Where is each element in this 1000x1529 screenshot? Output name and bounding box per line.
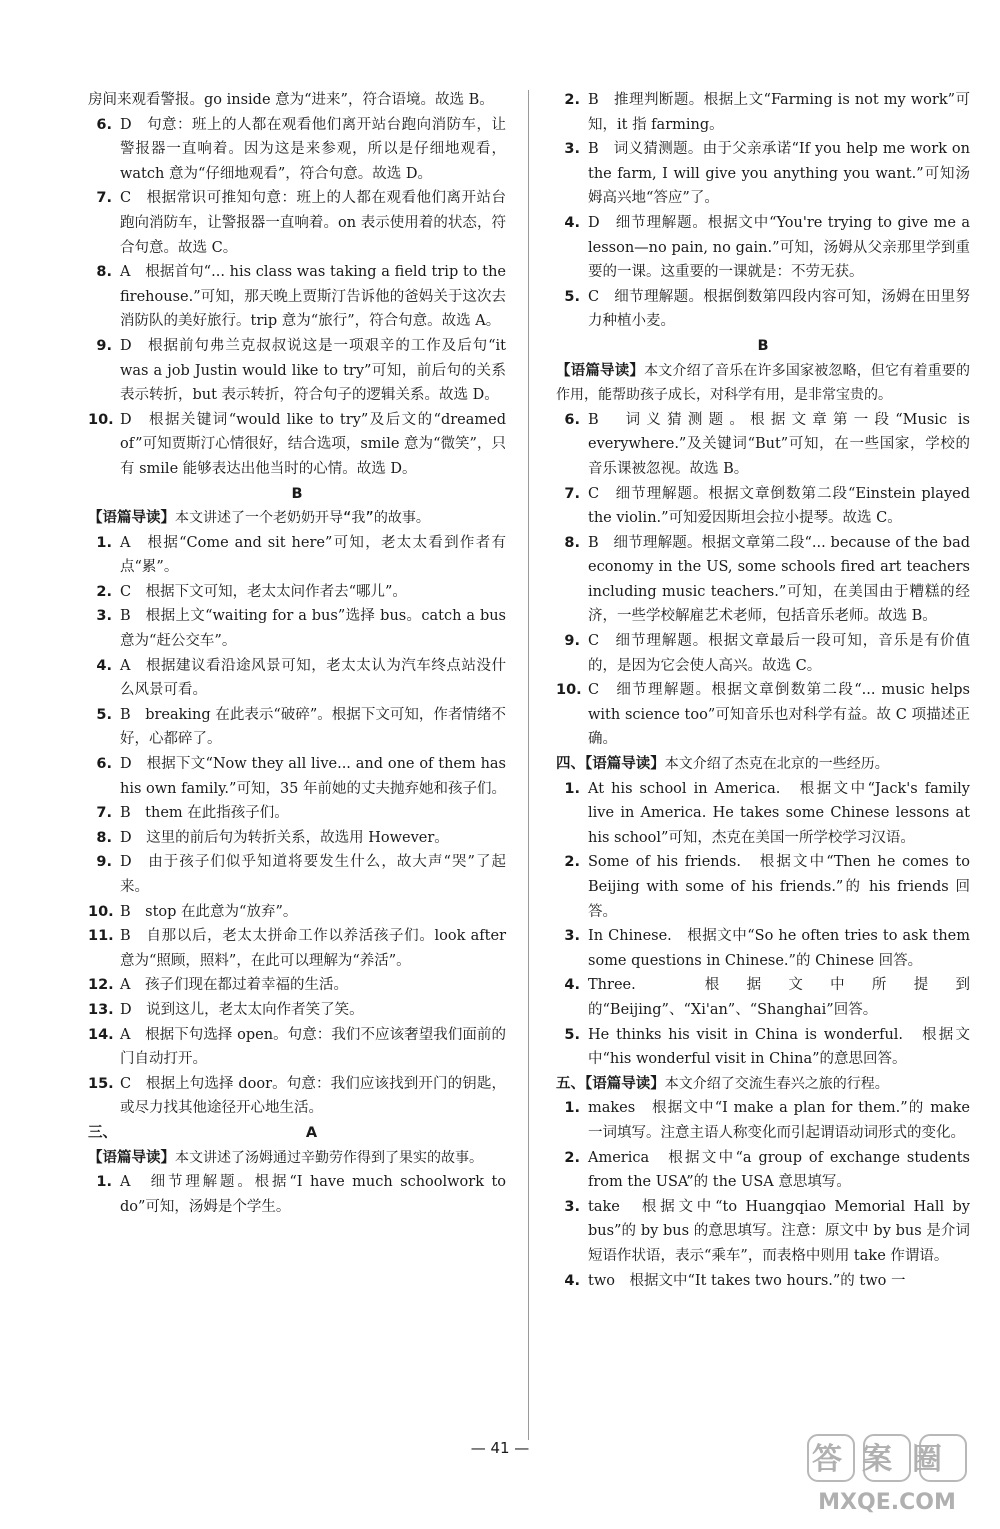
item-explanation: D 由于孩子们似乎知道将要发生什么，故大声“哭”了起来。 xyxy=(120,854,506,895)
item-explanation: He thinks his visit in China is wonderful. 根据文中“his wonderful visit in China”的意思回答。 xyxy=(588,1026,970,1068)
passage-heading: B xyxy=(757,337,769,354)
item-explanation: two 根据文中“It takes two hours.”的 two 一 xyxy=(588,1272,906,1289)
passage-guide xyxy=(556,359,970,408)
item-number: 5. xyxy=(96,706,112,723)
left-column xyxy=(88,88,506,1219)
item-number: 4. xyxy=(96,657,112,674)
item-number: 10. xyxy=(88,903,114,920)
item-explanation: D 句意：班上的人都在观看他们离开站台跑向消防车，让警报器一直响着。因为这是来参观，所以是仔细地观看，watch 意为“仔细地观看”，符合句意。故选 D。 xyxy=(120,116,506,182)
answer-item xyxy=(556,629,970,678)
item-explanation: A 根据“Come and sit here”可知，老太太看到作者有点“累”。 xyxy=(120,534,506,576)
item-number: 14. xyxy=(88,1026,114,1043)
item-number: 5. xyxy=(564,288,580,305)
watermark-logo-text: 答案圈 xyxy=(812,1442,962,1477)
answer-item xyxy=(88,801,506,826)
passage-guide xyxy=(88,506,506,531)
watermark-url-text: MXQE.COM xyxy=(818,1490,956,1515)
item-explanation: take 根据文中“to Huangqiao Memorial Hall by bus”的 by bus 的意思填写。注意：原文中 by bus 是介词短语作状语，表示“乘车”，而表格中则用 take 作谓语。 xyxy=(588,1198,970,1264)
answer-item xyxy=(556,924,970,973)
answer-item xyxy=(88,113,506,187)
item-explanation: D 这里的前后句为转折关系，故选用 However。 xyxy=(120,829,449,846)
answer-item xyxy=(88,900,506,925)
item-number: 11. xyxy=(88,928,114,945)
answer-item xyxy=(556,285,970,334)
answer-item xyxy=(556,777,970,851)
item-number: 1. xyxy=(564,1100,580,1117)
item-number: 6. xyxy=(96,116,112,133)
answer-item xyxy=(88,998,506,1023)
item-explanation: B breaking 在此表示“破碎”。根据下文可知，作者情绪不好，心都碎了。 xyxy=(120,706,506,748)
section-number: 四、 xyxy=(556,756,585,773)
item-number: 1. xyxy=(564,780,580,797)
item-number: 12. xyxy=(88,977,114,994)
guide-label: 【语篇导读】 xyxy=(88,510,175,527)
item-number: 4. xyxy=(564,1272,580,1289)
answer-item xyxy=(556,211,970,285)
section-guide xyxy=(556,1072,970,1097)
item-explanation: A 根据首句“... his class was taking a field trip to the firehouse.”可知，那天晚上贾斯汀告诉他的爸妈关于这次去消防队的美好旅行。trip 意为“旅行”，符合句意。故选 A。 xyxy=(120,264,506,330)
item-explanation: B 词义猜测题。根据文章第一段“Music is everywhere.”及关键词“But”可知，在一些国家，学校的音乐课被忽视。故选 B。 xyxy=(588,411,970,477)
passage-heading: B xyxy=(291,485,303,502)
guide-text: 本文讲述了汤姆通过辛勤劳作得到了果实的故事。 xyxy=(175,1149,483,1166)
item-explanation: C 细节理解题。根据文章倒数第二段“... music helps with science too”可知音乐也对科学有益。故 C 项描述正确。 xyxy=(588,682,970,748)
answer-item xyxy=(88,703,506,752)
item-number: 5. xyxy=(564,1026,580,1043)
item-explanation: B 细节理解题。根据文章第二段“... because of the bad economy in the US, some schools fired art teachers including music teachers.”可知，在美国由于糟糕的经济，一些学校解雇艺术老师，包括音乐老师。故选 B。 xyxy=(588,534,970,625)
item-number: 7. xyxy=(96,805,112,822)
answer-item xyxy=(88,752,506,801)
answer-item xyxy=(88,850,506,899)
item-number: 3. xyxy=(564,928,580,945)
item-number: 3. xyxy=(564,141,580,158)
answer-item xyxy=(556,1269,970,1294)
answer-item xyxy=(88,580,506,605)
item-explanation: America 根据文中“a group of exchange students from the USA”的 the USA 意思填写。 xyxy=(588,1149,970,1191)
item-number: 2. xyxy=(564,92,580,108)
answer-item xyxy=(556,482,970,531)
column-divider xyxy=(528,90,529,1440)
guide-label: 【语篇导读】 xyxy=(556,362,645,379)
answer-item xyxy=(88,260,506,334)
answer-item xyxy=(556,137,970,211)
item-explanation: D 根据前句弗兰克叔叔说这是一项艰辛的工作及后句“it was a job Justin would like to try”可知，前后句的关系表示转折，but 表示转折，符合句子的逻辑关系。故选 D。 xyxy=(120,337,506,404)
item-number: 6. xyxy=(96,756,112,773)
item-explanation: makes 根据文中“I make a plan for them.”的 make 一词填写。注意主语人称变化而引起谓语动词形式的变化。 xyxy=(588,1100,970,1141)
answer-item xyxy=(556,850,970,924)
guide-text: 本文讲述了一个老奶奶开导“我”的故事。 xyxy=(175,510,430,527)
item-explanation: B 词义猜测题。由于父亲承诺“If you help me work on the farm, I will give you anything you want.”可知汤姆高兴地“答应”了。 xyxy=(588,141,970,207)
answer-item xyxy=(556,1195,970,1269)
item-explanation: B 自那以后，老太太拼命工作以养活孩子们。look after 意为“照顾，照料”，在此可以理解为“养活”。 xyxy=(120,928,506,969)
answer-item xyxy=(556,678,970,752)
page-number: — 41 — xyxy=(470,1439,530,1457)
item-explanation: A 根据下句选择 open。句意：我们不应该奢望我们面前的门自动打开。 xyxy=(120,1026,506,1068)
item-explanation: B 根据上文“waiting for a bus”选择 bus。catch a bus 意为“赶公交车”。 xyxy=(120,608,506,650)
answer-item xyxy=(88,186,506,260)
item-explanation: A 细节理解题。根据“I have much schoolwork to do”可知，汤姆是个学生。 xyxy=(120,1174,506,1215)
item-number: 9. xyxy=(96,337,112,354)
item-explanation: B them 在此指孩子们。 xyxy=(120,805,289,822)
answer-item xyxy=(88,1170,506,1219)
item-number: 9. xyxy=(564,633,580,650)
item-number: 10. xyxy=(556,682,582,699)
guide-label: 【语篇导读】 xyxy=(585,756,665,773)
guide-label: 【语篇导读】 xyxy=(585,1075,665,1092)
item-number: 2. xyxy=(564,854,580,871)
item-number: 13. xyxy=(88,1001,114,1018)
item-number: 10. xyxy=(88,411,114,428)
answer-item xyxy=(556,88,970,137)
item-number: 1. xyxy=(96,1174,112,1191)
section-passage-letter: A xyxy=(305,1124,318,1141)
item-number: 4. xyxy=(564,214,580,231)
answer-item xyxy=(556,1096,970,1145)
answer-item xyxy=(88,1023,506,1072)
item-explanation: C 根据下文可知，老太太问作者去“哪儿”。 xyxy=(120,583,407,600)
answer-item xyxy=(88,654,506,703)
continuation-paragraph: 房间来观看警报。go inside 意为“进来”，符合语境。故选 B。 xyxy=(88,92,494,108)
answer-item xyxy=(88,408,506,482)
item-number: 3. xyxy=(564,1198,580,1215)
item-number: 6. xyxy=(564,411,580,428)
item-number: 7. xyxy=(564,485,580,502)
item-explanation: D 根据关键词“would like to try”及后文的“dreamed of”可知贾斯汀心情很好，结合选项，smile 意为“微笑”，只有 smile 能够表达出他当时的心情。故选 D。 xyxy=(120,411,506,477)
answer-item xyxy=(556,973,970,1022)
section-number: 三、 xyxy=(88,1124,117,1141)
guide-text: 本文介绍了音乐在许多国家被忽略，但它有着重要的作用，能帮助孩子成长，对科学有用，是非常宝贵的。 xyxy=(556,362,971,404)
guide-label: 【语篇导读】 xyxy=(88,1149,175,1166)
item-number: 2. xyxy=(564,1149,580,1166)
item-number: 8. xyxy=(564,534,580,551)
item-number: 4. xyxy=(564,977,580,994)
item-explanation: Some of his friends. 根据文中“Then he comes to Beijing with some of his friends.”的 his friends 回答。 xyxy=(588,854,970,920)
item-number: 3. xyxy=(96,608,112,625)
answer-item xyxy=(88,604,506,653)
item-number: 8. xyxy=(96,829,112,846)
item-explanation: At his school in America. 根据文中“Jack's family live in America. He takes some Chinese lessons at his school”可知，杰克在美国一所学校学习汉语。 xyxy=(588,780,970,846)
answer-item xyxy=(88,334,506,408)
item-number: 2. xyxy=(96,583,112,600)
section-number: 五、 xyxy=(556,1075,585,1092)
item-explanation: B stop 在此意为“放弃”。 xyxy=(120,903,298,920)
watermark-logo xyxy=(802,1431,972,1519)
item-explanation: C 根据常识可推知句意：班上的人都在观看他们离开站台跑向消防车，让警报器一直响着。on 表示使用着的状态，符合句意。故选 C。 xyxy=(120,190,506,256)
item-explanation: B 推理判断题。根据上文“Farming is not my work”可知，it 指 farming。 xyxy=(588,92,970,133)
answer-item xyxy=(88,973,506,998)
answer-item xyxy=(88,826,506,851)
item-explanation: In Chinese. 根据文中“So he often tries to ask them some questions in Chinese.”的 Chinese 回答。 xyxy=(588,928,970,969)
item-number: 8. xyxy=(96,264,112,281)
item-explanation: D 细节理解题。根据文中“You're trying to give me a lesson—no pain, no gain.”可知，汤姆从父亲那里学到重要的一课。这重要的一课就是：不劳无获。 xyxy=(588,214,970,281)
item-explanation: D 说到这儿，老太太向作者笑了笑。 xyxy=(120,1001,364,1018)
answer-item xyxy=(88,531,506,580)
item-number: 1. xyxy=(96,534,112,551)
passage-guide xyxy=(88,1146,506,1171)
answer-item xyxy=(556,1023,970,1072)
item-explanation: A 根据建议看沿途风景可知，老太太认为汽车终点站没什么风景可看。 xyxy=(120,657,506,699)
answer-item xyxy=(556,1146,970,1195)
right-column xyxy=(556,88,970,1293)
answer-item xyxy=(556,408,970,482)
item-explanation: A 孩子们现在都过着幸福的生活。 xyxy=(120,977,348,994)
item-explanation: C 细节理解题。根据文章最后一段可知，音乐是有价值的，是因为它会使人高兴。故选 C。 xyxy=(588,633,970,674)
item-number: 9. xyxy=(96,854,112,871)
item-explanation: Three. 根据文中所提到的“Beijing”、“Xi'an”、“Shanghai”回答。 xyxy=(588,977,970,1018)
section-heading xyxy=(88,1121,506,1146)
answer-item xyxy=(88,1072,506,1121)
item-explanation: D 根据下文“Now they all live... and one of them has his own family.”可知，35 年前她的丈夫抛弃她和孩子们。 xyxy=(120,756,506,797)
answer-item xyxy=(88,924,506,973)
item-number: 7. xyxy=(96,190,112,207)
guide-text: 本文介绍了杰克在北京的一些经历。 xyxy=(664,756,889,773)
item-explanation: C 细节理解题。根据文章倒数第二段“Einstein played the violin.”可知爱因斯坦会拉小提琴。故选 C。 xyxy=(588,485,970,527)
guide-text: 本文介绍了交流生春兴之旅的行程。 xyxy=(664,1075,889,1092)
item-explanation: C 根据上句选择 door。句意：我们应该找到开门的钥匙，或尽力找其他途径开心地生活。 xyxy=(120,1075,506,1117)
section-guide xyxy=(556,752,970,777)
item-explanation: C 细节理解题。根据倒数第四段内容可知，汤姆在田里努力种植小麦。 xyxy=(588,288,970,330)
answer-item xyxy=(556,531,970,629)
item-number: 15. xyxy=(88,1075,114,1092)
